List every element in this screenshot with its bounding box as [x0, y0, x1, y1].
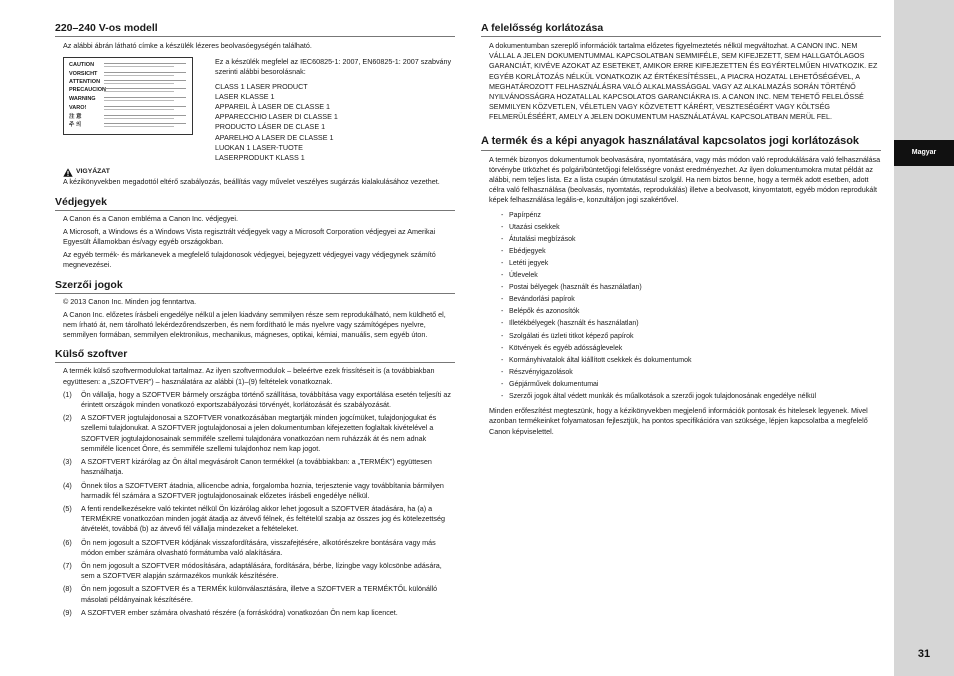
legal-intro: A termék bizonyos dokumentumok beolvasására, nyomtatására, vagy más módon való reprodukálására való felhasználása törvénybe ütközhet és polgári/büntetőjogi felelősségre vonást eredményezhet. Az ilyen dokumentumokra mutat példát az alábbi, nem teljes lista. Ez a lista csupán útmutatásul szolgál. Ha nem biztos benne, hogy a termék adott esetben, adott célra való felhasználása (beolvasás, nyomtatás, reprodukálás) illetve a beolvasott, kinyomtatott, egyéb módon reprodukált képek felhasználása legális-e, konzultáljon jogi szakértővel. — [489, 154, 881, 205]
heading-copyright: Szerzői jogok — [55, 279, 455, 294]
liability-text: A dokumentumban szereplő információk tartalma előzetes figyelmeztetés nélkül megváltozhat. A CANON INC. NEM VÁLLAL A JELEN DOKUMENTUMMAL KAPCSOLATBAN SEMMIFÉLE, SEM KIFEJEZETT, SEM HALLGATÓLAGOS GARANCIÁT, KIVÉVE AZOKAT AZ ESETEKET, AMIKOR ERRE KIFEJEZETTEN ÉS EGYÉRTELMŰEN HIVATKOZIK. EZ EGYÉB KORLÁTOZÁS NÉLKÜL VONATKOZIK AZ ÉRTÉKESÍTÉSSEL, A PIACRA HOZATAL LEHETŐSÉGÉVEL, A MEGHATÁROZOTT FELHASZNÁLÁSRA VALÓ ALKALMASSÁGGAL VAGY AZ ALKALMAZÁS SORÁN TÖRTÉNŐ NYILVÁNOSSÁGRA HOZATALLAL KAPCSOLATOS GARANCIÁKRA IS. A CANON INC. NEM TEHETŐ FELELŐSSÉ SEMMILYEN KÖZVETLEN, VÉLETLEN VAGY KÖZVETETT KÁRÉRT, VESZTESÉGÉRT VAGY KÖLTSÉG FELMERÜLÉSÉÉRT, AMELY A JELEN DOKUMENTUM HASZNÁLATÁVAL KAPCSOLATBAN MERÜL FEL. — [489, 41, 878, 122]
list-item: - Átutalási megbízások — [501, 235, 576, 243]
list-item: - Részvényigazolások — [501, 368, 573, 376]
laser-conformity: Ez a készülék megfelel az IEC60825-1: 2007, EN60825-1: 2007 szabvány szerinti alábbi besorolásnak: — [215, 57, 452, 77]
laser-class: CLASS 1 LASER PRODUCT — [215, 81, 308, 91]
list-item: - Belépők és azonosítók — [501, 308, 580, 316]
list-item: (7) Ön nem jogosult a SZOFTVER módosítására, adaptálására, fordítására, bérbe, lízingbe vagy kölcsönbe adására, sem a SZOFTVER alapján származékos munkák készítésére. — [63, 560, 442, 581]
label-row: 주 의 — [69, 122, 82, 129]
list-item: - Szerzői jogok által védett munkák és műalkotások a szerzői jogok tulajdonosának engedélye nélkül — [501, 393, 817, 401]
list-item: - Gépjárművek dokumentumai — [501, 380, 599, 388]
heading-legal-restrictions: A termék és a képi anyagok használatával kapcsolatos jogi korlátozások — [481, 135, 881, 151]
copyright-paragraph: A Canon Inc. előzetes írásbeli engedélye nélkül a jelen kiadvány semmilyen része sem reprodukálható, nem küldhető el, nem írható át, nem tárolható lekérdezőrendszerben, és nem fordítható le más nyelvre vagy számítógépes nyelvre, semmilyen formában, semmilyen elektronikus, mechanikus, mágneses, optikai, kémiai, manuális, sem egyéb úton. — [63, 309, 446, 340]
list-item: - Kötvények és egyéb adósságlevelek — [501, 344, 623, 352]
label-row: VARO! — [69, 105, 87, 112]
list-item: (9) A SZOFTVER ember számára olvasható részére (a forráskódra) vonatkozóan Ön nem kap licencet. — [63, 607, 398, 617]
heading-third-party-software: Külső szoftver — [55, 348, 455, 363]
trademark-paragraph: A Canon és a Canon embléma a Canon Inc. védjegyei. — [63, 213, 239, 223]
list-item: (2) A SZOFTVER jogtulajdonosai a SZOFTVER vonatkozásában megtartják minden jogcímüket, tulajdonjogukat és szellemi tulajdonukat. A SZOFTVER jogtulajdonosai a jelen dokumentumban kifejezetten foglaltak kivételével a SZOFTVER jogtulajdonosainak semmiféle szellemi tulajdonára vonatkozóan nem ruházzák át és nem adnak semmiféle licencet Önre, és semmiféle szellemi tulajdonhoz nem kap jogot. — [63, 413, 437, 453]
list-item: (1) Ön vállalja, hogy a SZOFTVER bármely országba történő szállítása, továbbítása vagy exportálása esetén teljesíti az érintett országok minden vonatkozó exportszabályozási törvényét, korlátozását és szabályozását. — [63, 389, 451, 410]
language-sidebar — [894, 0, 954, 676]
trademark-paragraph: Az egyéb termék- és márkanevek a megfelelő tulajdonosok védjegyei, bejegyzett védjegyei vagy védjegynek számító megnevezései. — [63, 250, 436, 270]
caution-title: VIGYÁZAT — [76, 168, 110, 176]
laser-label-block — [55, 57, 455, 163]
heading-laser-model: 220–240 V-os modell — [55, 22, 455, 37]
label-row: VORSICHT — [69, 71, 98, 78]
caution-heading — [55, 167, 455, 177]
label-row: PRECAUCION — [69, 87, 106, 94]
laser-class: LUOKAN 1 LASER-TUOTE — [215, 142, 303, 152]
software-intro: A termék külső szoftvermodulokat tartalmaz. Az ilyen szoftvermodulok – beleértve ezek frissítéseit is (a továbbiakban együttesen: a „SZOFTVER”) – használatára az alábbi (1)–(9) feltételek vonatkoznak. — [63, 366, 435, 386]
list-item: - Bevándorlási papírok — [501, 296, 575, 304]
list-item: - Ebédjegyek — [501, 247, 546, 255]
laser-class: APARELHO A LASER DE CLASSE 1 — [215, 132, 334, 142]
laser-class: APPAREIL À LASER DE CLASSE 1 — [215, 102, 331, 112]
list-item: - Szolgálati és üzleti titkot képező papírok — [501, 332, 634, 340]
left-column — [55, 22, 455, 618]
list-item: - Utazási csekkek — [501, 223, 560, 231]
copyright-paragraph: © 2013 Canon Inc. Minden jog fenntartva. — [63, 296, 197, 306]
list-item: (4) Önnek tilos a SZOFTVERT átadnia, allicencbe adnia, forgalomba hoznia, terjesztenie vagy továbbítania bármilyen harmadik fél számára a SZOFTVER jogtulajdonosainak előzetes írásbeli engedélye nélkül. — [63, 480, 444, 500]
caution-text: A kézikönyvekben megadottól eltérő szabályozás, beállítás vagy művelet veszélyes sugárzás kialakulásához vezethet. — [63, 177, 440, 187]
label-row: 注 意 — [69, 114, 82, 121]
laser-class: PRODUCTO LÁSER DE CLASE 1 — [215, 122, 326, 132]
right-column — [481, 22, 881, 437]
laser-class-text — [215, 57, 455, 163]
language-tab: Magyar — [894, 140, 954, 166]
heading-trademarks: Védjegyek — [55, 196, 455, 211]
list-item: - Papírpénz — [501, 211, 541, 219]
list-item: (8) Ön nem jogosult a SZOFTVER és a TERMÉK különválasztására, illetve a SZOFTVER a TERMÉKTŐL különálló másolati példányainak készítésére. — [63, 584, 438, 604]
list-item: - Postai bélyegek (használt és használatlan) — [501, 284, 642, 292]
restricted-documents-list — [481, 210, 881, 404]
warning-triangle-icon — [63, 168, 73, 177]
list-item: - Kormányhivatalok által kiállított csekkek és dokumentumok — [501, 356, 692, 364]
laser-class: APPARECCHIO LASER DI CLASSE 1 — [215, 112, 338, 122]
laser-intro: Az alábbi ábrán látható címke a készülék lézeres beolvasóegységén található. — [63, 41, 312, 50]
list-item: (3) A SZOFTVERT kizárólag az Ön által megvásárolt Canon termékkel (a továbbiakban: a „TERMÉK”) együttesen használhatja. — [63, 457, 432, 477]
list-item: (6) Ön nem jogosult a SZOFTVER kódjának visszafordítására, visszafejtésére, alkotórészekre bontására vagy más módon ember számára olvasható formátumba való alakítására. — [63, 537, 436, 557]
heading-liability: A felelősség korlátozása — [481, 22, 881, 37]
trademark-paragraph: A Microsoft, a Windows és a Windows Vista regisztrált védjegyek vagy a Microsoft Corporation védjegyei az Amerikai Egyesült Államokban és/vagy egyéb országokban. — [63, 226, 436, 247]
list-item: (5) A fenti rendelkezésekre való tekintet nélkül Ön kizárólag akkor lehet jogosult a SZOFTVER átadására, ha (a) a TERMÉKRE vonatkozóan minden jogát átadja az átvevő félnek, és feltételül szabja az összes jog és kötelezettség átvételét, továbbá (b) az átvevő fél vállalja mindezeket a feltételeket. — [63, 503, 445, 534]
label-row: CAUTION — [69, 62, 95, 69]
list-item: - Útlevelek — [501, 272, 538, 280]
laser-class: LASERPRODUKT KLASS 1 — [215, 153, 305, 163]
page-number: 31 — [917, 648, 931, 660]
label-row: ATTENTION — [69, 79, 101, 86]
label-row: WARNING — [69, 96, 96, 103]
list-item: - Letéti jegyek — [501, 260, 549, 268]
legal-outro: Minden erőfeszítést megteszünk, hogy a kézikönyvekben megjelenő információk pontosak és hitelesek legyenek. Mivel azonban termékeinket folyamatosan fejlesztjük, ha pontos specifikációra van szüksége, lépjen kapcsolatba a megfelelő Canon képviselettel. — [489, 406, 868, 436]
laser-class: LASER KLASSE 1 — [215, 91, 275, 101]
list-item: - Illetékbélyegek (használt és használatlan) — [501, 320, 639, 328]
software-terms-list — [55, 390, 455, 618]
laser-warning-label-image — [63, 57, 193, 135]
